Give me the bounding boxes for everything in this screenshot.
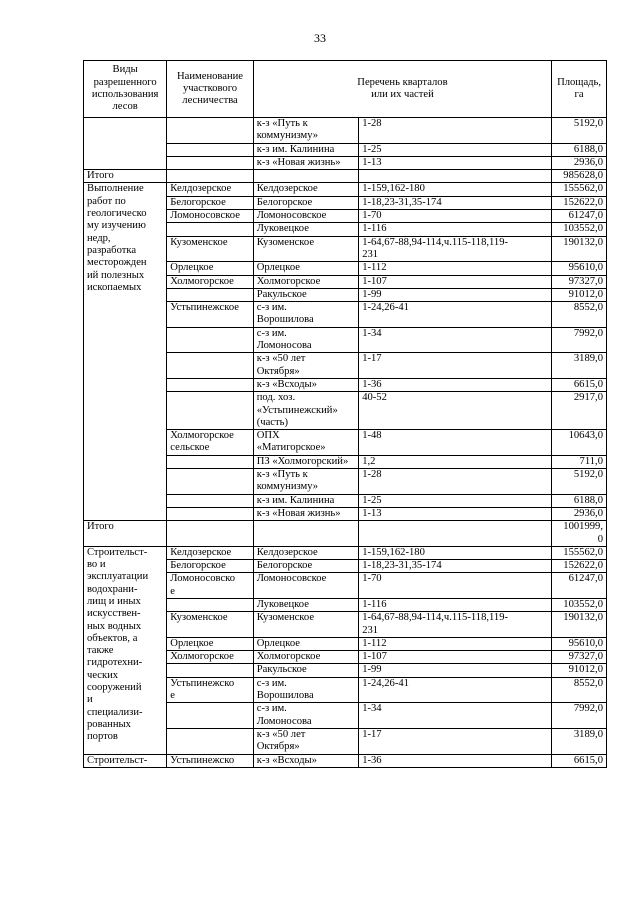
cell-forestry [167,327,253,353]
cell-area: 3189,0 [552,353,607,379]
cell-area: 8552,0 [552,677,607,703]
cell-district: Орлецкое [253,262,358,275]
cell-area: 6188,0 [552,494,607,507]
cell-forestry: Белогорское [167,560,253,573]
cell-district: Холмогорское [253,651,358,664]
cell-forestry: Орлецкое [167,637,253,650]
cell-district: Ракульское [253,664,358,677]
cell-quarters: 1-64,67-88,94-114,ч.115-118,119- 231 [359,612,552,638]
cell-quarters: 1-107 [359,651,552,664]
cell-district: Холмогорское [253,275,358,288]
page-number: 33 [314,31,326,45]
cell-forestry: Холмогорское [167,275,253,288]
cell-area: 103552,0 [552,223,607,236]
table-header-row [84,61,607,118]
cell-forestry [167,598,253,611]
cell-forestry [167,455,253,468]
cell-district: к-з «50 лет Октября» [253,353,358,379]
cell-area: 1001999, 0 [552,521,607,547]
cell-area: 711,0 [552,455,607,468]
cell-quarters: 1-64,67-88,94-114,ч.115-118,119- 231 [359,236,552,262]
cell-district: к-з «Путь к коммунизму» [253,118,358,144]
cell-forestry [167,664,253,677]
cell-area: 6615,0 [552,378,607,391]
table-row [84,170,607,183]
cell-quarters: 1-107 [359,275,552,288]
cell-quarters: 40-52 [359,392,552,430]
cell-area: 152622,0 [552,560,607,573]
cell-district: с-з им. Ворошилова [253,302,358,328]
cell-quarters: 1-18,23-31,35-174 [359,196,552,209]
cell-use-type: Выполнение работ по геологическо му изучению недр, разработка месторожден ий полезных ископаемых [84,183,167,521]
cell-district: к-з «Всходы» [253,378,358,391]
table-row [84,546,607,559]
cell-area: 5192,0 [552,469,607,495]
cell-quarters: 1-25 [359,143,552,156]
cell-district: с-з им. Ломоносова [253,327,358,353]
cell-quarters: 1-116 [359,598,552,611]
cell-district: к-з «50 лет Октября» [253,728,358,754]
cell-area: 103552,0 [552,598,607,611]
table-row [84,118,607,144]
header-forestry-name: Наименование участкового лесничества [167,61,253,118]
cell-quarters: 1-48 [359,430,552,456]
cell-forestry: Устьпинежско [167,754,253,767]
cell-forestry: Орлецкое [167,262,253,275]
cell-area: 8552,0 [552,302,607,328]
header-area: Площадь, га [552,61,607,118]
cell-area: 91012,0 [552,288,607,301]
cell-forestry: Холмогорское [167,651,253,664]
cell-quarters [359,170,552,183]
cell-district: к-з им. Калинина [253,143,358,156]
cell-area: 7992,0 [552,703,607,729]
cell-district: к-з «Путь к коммунизму» [253,469,358,495]
cell-area: 61247,0 [552,573,607,599]
cell-district: к-з им. Калинина [253,494,358,507]
cell-area: 97327,0 [552,651,607,664]
cell-forestry [167,143,253,156]
cell-forestry: Холмогорское сельское [167,430,253,456]
cell-area: 152622,0 [552,196,607,209]
cell-forestry [167,353,253,379]
cell-forestry: Ломоносовское [167,210,253,223]
cell-district: Ломоносовское [253,210,358,223]
cell-district: Орлецкое [253,637,358,650]
cell-forestry [167,728,253,754]
cell-area: 7992,0 [552,327,607,353]
cell-district: Луковецкое [253,598,358,611]
cell-forestry: Ломоносовско е [167,573,253,599]
cell-quarters: 1-28 [359,118,552,144]
cell-forestry [167,118,253,144]
cell-area: 985628,0 [552,170,607,183]
cell-quarters: 1-112 [359,262,552,275]
cell-quarters: 1-17 [359,728,552,754]
cell-area: 91012,0 [552,664,607,677]
cell-district: Белогорское [253,196,358,209]
cell-district: Келдозерское [253,546,358,559]
cell-area: 6188,0 [552,143,607,156]
cell-use-type: Строительст- [84,754,167,767]
cell-area: 10643,0 [552,430,607,456]
forest-use-table [83,60,607,768]
cell-forestry [167,223,253,236]
cell-forestry [167,521,253,547]
cell-district [253,521,358,547]
cell-district: к-з «Всходы» [253,754,358,767]
cell-district: к-з «Новая жизнь» [253,507,358,520]
cell-area: 95610,0 [552,637,607,650]
cell-quarters: 1-70 [359,210,552,223]
cell-quarters: 1-24,26-41 [359,677,552,703]
cell-quarters: 1-36 [359,378,552,391]
cell-use-type: Итого [84,521,167,547]
cell-district: Ракульское [253,288,358,301]
cell-quarters: 1-24,26-41 [359,302,552,328]
cell-forestry: Кузоменское [167,612,253,638]
table-row [84,183,607,196]
cell-forestry [167,392,253,430]
cell-district: с-з им. Ворошилова [253,677,358,703]
table-row [84,754,607,767]
cell-forestry: Устьпинежско е [167,677,253,703]
cell-forestry: Келдозерское [167,546,253,559]
cell-quarters: 1-116 [359,223,552,236]
cell-forestry: Устьпинежское [167,302,253,328]
cell-quarters: 1-25 [359,494,552,507]
cell-quarters [359,521,552,547]
cell-forestry [167,156,253,169]
cell-forestry: Белогорское [167,196,253,209]
cell-district [253,170,358,183]
cell-area: 6615,0 [552,754,607,767]
cell-quarters: 1-28 [359,469,552,495]
cell-area: 3189,0 [552,728,607,754]
header-use-type: Виды разрешенного использования лесов [84,61,167,118]
cell-forestry [167,288,253,301]
cell-district: Кузоменское [253,612,358,638]
cell-use-type: Итого [84,170,167,183]
cell-forestry [167,170,253,183]
cell-area: 190132,0 [552,236,607,262]
cell-forestry [167,494,253,507]
cell-forestry: Келдозерское [167,183,253,196]
cell-district: под. хоз. «Устьпинежский» (часть) [253,392,358,430]
cell-use-type [84,118,167,170]
cell-district: Кузоменское [253,236,358,262]
cell-forestry [167,378,253,391]
cell-quarters: 1-34 [359,327,552,353]
cell-quarters: 1-99 [359,664,552,677]
cell-quarters: 1-34 [359,703,552,729]
cell-district: Луковецкое [253,223,358,236]
cell-area: 155562,0 [552,183,607,196]
cell-forestry [167,469,253,495]
cell-district: Келдозерское [253,183,358,196]
cell-area: 2917,0 [552,392,607,430]
cell-area: 95610,0 [552,262,607,275]
cell-quarters: 1-159,162-180 [359,183,552,196]
cell-quarters: 1-13 [359,507,552,520]
cell-forestry: Кузоменское [167,236,253,262]
cell-district: с-з им. Ломоносова [253,703,358,729]
cell-area: 97327,0 [552,275,607,288]
cell-quarters: 1-99 [359,288,552,301]
cell-quarters: 1,2 [359,455,552,468]
cell-district: к-з «Новая жизнь» [253,156,358,169]
cell-forestry [167,703,253,729]
cell-area: 61247,0 [552,210,607,223]
cell-quarters: 1-36 [359,754,552,767]
cell-quarters: 1-13 [359,156,552,169]
table-body [84,118,607,768]
cell-use-type: Строительст- во и эксплуатации водохрани- лищ и иных искусствен- ных водных объектов, а также гидротехни- ческих сооружений и специализи- рованных портов [84,546,167,754]
cell-quarters: 1-159,162-180 [359,546,552,559]
table-row [84,521,607,547]
cell-area: 155562,0 [552,546,607,559]
cell-district: Белогорское [253,560,358,573]
cell-district: Ломоносовское [253,573,358,599]
cell-district: ПЗ «Холмогорский» [253,455,358,468]
cell-quarters: 1-70 [359,573,552,599]
cell-area: 5192,0 [552,118,607,144]
header-quarters-list: Перечень кварталов или их частей [253,61,551,118]
cell-quarters: 1-18,23-31,35-174 [359,560,552,573]
cell-quarters: 1-112 [359,637,552,650]
cell-district: ОПХ «Матигорское» [253,430,358,456]
cell-area: 190132,0 [552,612,607,638]
cell-forestry [167,507,253,520]
cell-quarters: 1-17 [359,353,552,379]
cell-area: 2936,0 [552,156,607,169]
cell-area: 2936,0 [552,507,607,520]
